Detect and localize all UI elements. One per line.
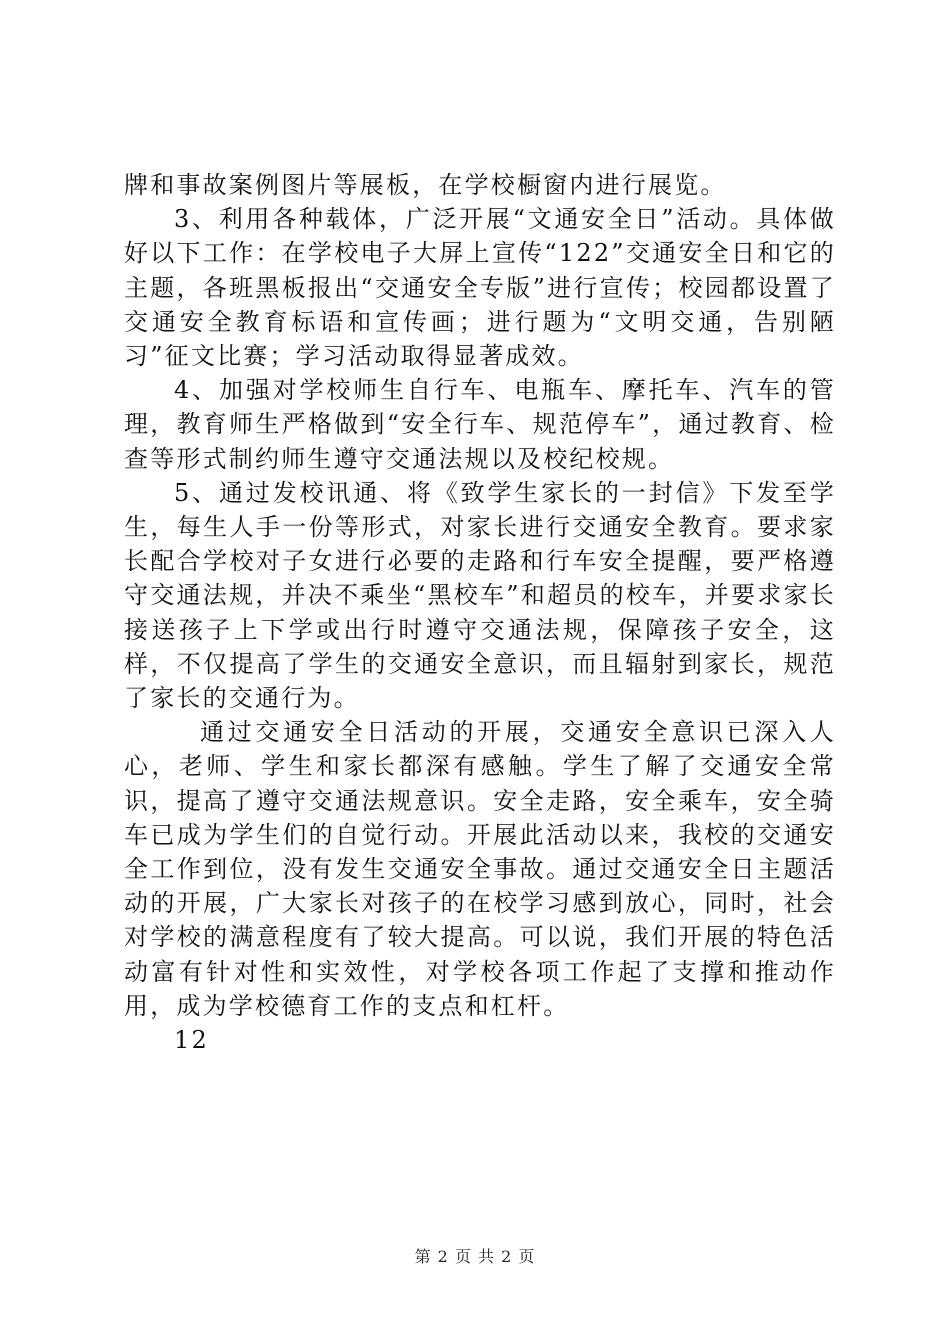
page-footer: 第 2 页 共 2 页	[414, 1247, 536, 1266]
paragraph-number: 12	[174, 1026, 209, 1055]
paragraph-summary: 通过交通安全日活动的开展，交通安全意识已深入人心，老师、学生和家长都深有感触。学生了解了交通安全常识，提高了遵守交通法规意识。安全走路，安全乘车，安全骑车已成为学生们的自觉行动。开展此活动以来，我校的交通安全工作到位，没有发生交通安全事故。通过交通安全日主题活动的开展，广大家长对孩子的在校学习感到放心，同时，社会对学校的满意程度有了较大提高。可以说，我们开展的特色活动富有针对性和实效性，对学校各项工作起了支撑和推动作用，成为学校德育工作的支点和杠杆。	[124, 718, 836, 1020]
paragraph-item-5: 5、通过发校讯通、将《致学生家长的一封信》下发至学生，每生人手一份等形式，对家长进行交通安全教育。要求家长配合学校对子女进行必要的走路和行车安全提醒，要严格遵守交通法规，并决不乘坐“黑校车”和超员的校车，并要求家长接送孩子上下学或出行时遵守交通法规，保障孩子安全，这样，不仅提高了学生的交通安全意识，而且辐射到家长，规范了家长的交通行为。	[124, 478, 836, 713]
document-body	[124, 168, 836, 1057]
paragraph-item-3: 3、利用各种载体，广泛开展“文通安全日”活动。具体做好以下工作：在学校电子大屏上宣传“122”交通安全日和它的主题，各班黑板报出“交通安全专版”进行宣传；校园都设置了交通安全教育标语和宣传画；进行题为“文明交通，告别陋习”征文比赛；学习活动取得显著成效。	[124, 205, 836, 371]
paragraph-item-4: 4、加强对学校师生自行车、电瓶车、摩托车、汽车的管理，教育师生严格做到“安全行车、规范停车”，通过教育、检查等形式制约师生遵守交通法规以及校纪校规。	[124, 376, 836, 473]
paragraph-continuation: 牌和事故案例图片等展板，在学校橱窗内进行展览。	[124, 171, 727, 199]
